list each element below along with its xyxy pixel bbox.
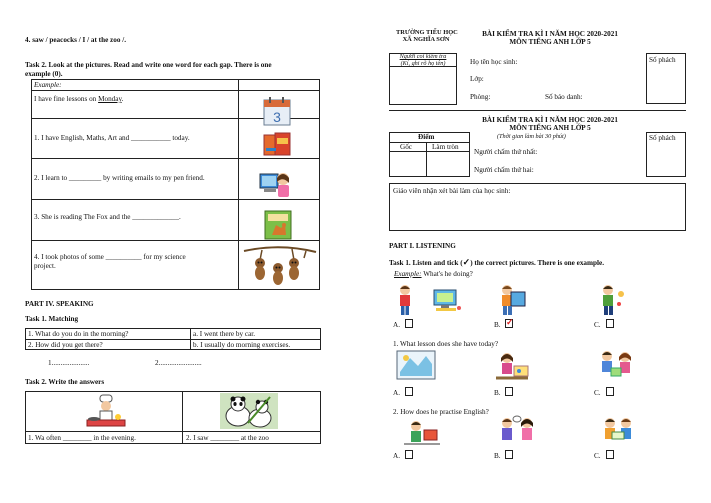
write-answer-2: 2. I saw ________ at the zoo <box>186 434 269 442</box>
grader-2-field[interactable]: Người chấm thứ hai: <box>474 166 534 174</box>
checkbox-example-c[interactable] <box>606 319 614 328</box>
calendar-icon <box>263 96 291 126</box>
q1-option-a-label: A. <box>393 389 400 397</box>
example-label: Example: <box>34 81 62 89</box>
girl-painting-icon <box>494 350 530 384</box>
children-science-icon <box>597 348 635 382</box>
checkbox-q1-a[interactable] <box>405 387 413 396</box>
match-answer-b: b. I usually do morning exercises. <box>193 341 291 349</box>
checkbox-q2-a[interactable] <box>405 450 413 459</box>
monkeys-icon <box>242 246 318 288</box>
option-a-label: A. <box>393 321 400 329</box>
match-blank-2[interactable]: 2........................ <box>155 359 202 367</box>
proctor-label: Người coi kiểm tra (Kí, ghi rõ họ tên) <box>399 53 447 68</box>
table-row-1: 1. I have English, Maths, Art and ___________ today. <box>34 134 190 142</box>
grader-1-field[interactable]: Người chấm thứ nhất: <box>474 148 538 156</box>
room-field[interactable]: Phòng: <box>470 93 491 101</box>
boy-playing-icon <box>594 282 628 316</box>
listening-question-1: 1. What lesson does she have today? <box>393 340 499 348</box>
part4-title: PART IV. SPEAKING <box>25 300 94 308</box>
checkbox-q1-b[interactable] <box>505 387 513 396</box>
candidate-number-field[interactable]: Số báo danh: <box>545 93 583 101</box>
check-mark-icon: ✓ <box>462 257 471 267</box>
q2-option-c-label: C. <box>594 452 601 460</box>
task2-title: Task 2. Look at the pictures. Read and write one word for each gap. There is one <box>25 61 272 69</box>
table-row-2: 2. I learn to _________ by writing emails to my pen friend. <box>34 174 205 182</box>
girl-computer-icon <box>258 170 292 200</box>
school-name: TRƯỜNG TIỂU HỌC XÃ NGHĨA SƠN <box>396 29 458 44</box>
tick-mark-icon: ✓ <box>506 317 514 327</box>
q1-option-b-label: B. <box>494 389 501 397</box>
student-name-field[interactable]: Họ tên học sinh: <box>470 58 518 66</box>
books-icon <box>262 132 292 158</box>
task2-write-title: Task 2. Write the answers <box>25 378 105 386</box>
children-reading-icon <box>600 414 636 446</box>
children-talking-icon <box>496 414 538 446</box>
listening-task1-title: Task 1. Listen and tick (✓) the correct pictures. There is one example. <box>389 257 604 267</box>
match-blank-1[interactable]: 1..................... <box>48 359 90 367</box>
so-phach-label-1: Số phách <box>649 56 676 64</box>
boy-reading-icon <box>494 282 528 316</box>
checkbox-example-a[interactable] <box>405 319 413 328</box>
table-row-3: 3. She is reading The Fox and the _____________. <box>34 213 181 221</box>
exam-title-2: BÀI KIỂM TRA KÌ I NĂM HỌC 2020-2021 MÔN TIẾNG ANH LỚP 5 <box>482 116 618 133</box>
boy-phone-call-icon <box>404 418 440 446</box>
score-rounded-label: Làm tròn <box>432 143 459 151</box>
option-b-label: B. <box>494 321 501 329</box>
boy-phone-icon <box>393 284 417 316</box>
table-row-4: 4. I took photos of some __________ for my science <box>34 253 186 261</box>
part1-title: PART I. LISTENING <box>389 242 456 250</box>
calendar-number: 3 <box>273 109 281 125</box>
teacher-comment-label: Giáo viên nhận xét bài làm của học sinh: <box>393 187 511 195</box>
checkbox-q2-b[interactable] <box>505 450 513 459</box>
option-c-label: C. <box>594 321 601 329</box>
q1-option-c-label: C. <box>594 389 601 397</box>
pandas-icon <box>220 393 278 429</box>
q2-option-a-label: A. <box>393 452 400 460</box>
chef-cooking-icon <box>85 393 127 430</box>
example-question: Example: What's he doing? <box>394 270 473 278</box>
computer-icon <box>432 288 462 312</box>
checkbox-q2-c[interactable] <box>606 450 614 459</box>
score-original-label: Gốc <box>400 143 412 151</box>
match-question-2: 2. How did you get there? <box>28 341 103 349</box>
time-note: (Thời gian làm bài 30 phút) <box>497 133 566 140</box>
match-question-1: 1. What do you do in the morning? <box>28 330 129 338</box>
so-phach-label-2: Số phách <box>649 134 676 142</box>
checkbox-q1-c[interactable] <box>606 387 614 396</box>
task2-title-line2: example (0). <box>25 70 63 78</box>
write-answer-1: 1. Wa often ________ in the evening. <box>28 434 136 442</box>
class-field[interactable]: Lớp: <box>470 75 484 83</box>
task1-matching-title: Task 1. Matching <box>25 315 79 323</box>
map-icon <box>396 350 436 380</box>
score-label: Điểm <box>418 133 435 141</box>
table-row-example: I have fine lessons on Monday. <box>34 95 124 103</box>
q2-option-b-label: B. <box>494 452 501 460</box>
listening-question-2: 2. How does he practise English? <box>393 408 489 416</box>
reorder-question-4: 4. saw / peacocks / I / at the zoo /. <box>25 36 127 44</box>
table-row-4-cont: project. <box>34 262 56 270</box>
fox-book-icon <box>264 210 292 240</box>
exam-title: BÀI KIỂM TRA KÌ I NĂM HỌC 2020-2021 MÔN TIẾNG ANH LỚP 5 <box>482 30 618 47</box>
match-answer-a: a. I went there by car. <box>193 330 256 338</box>
